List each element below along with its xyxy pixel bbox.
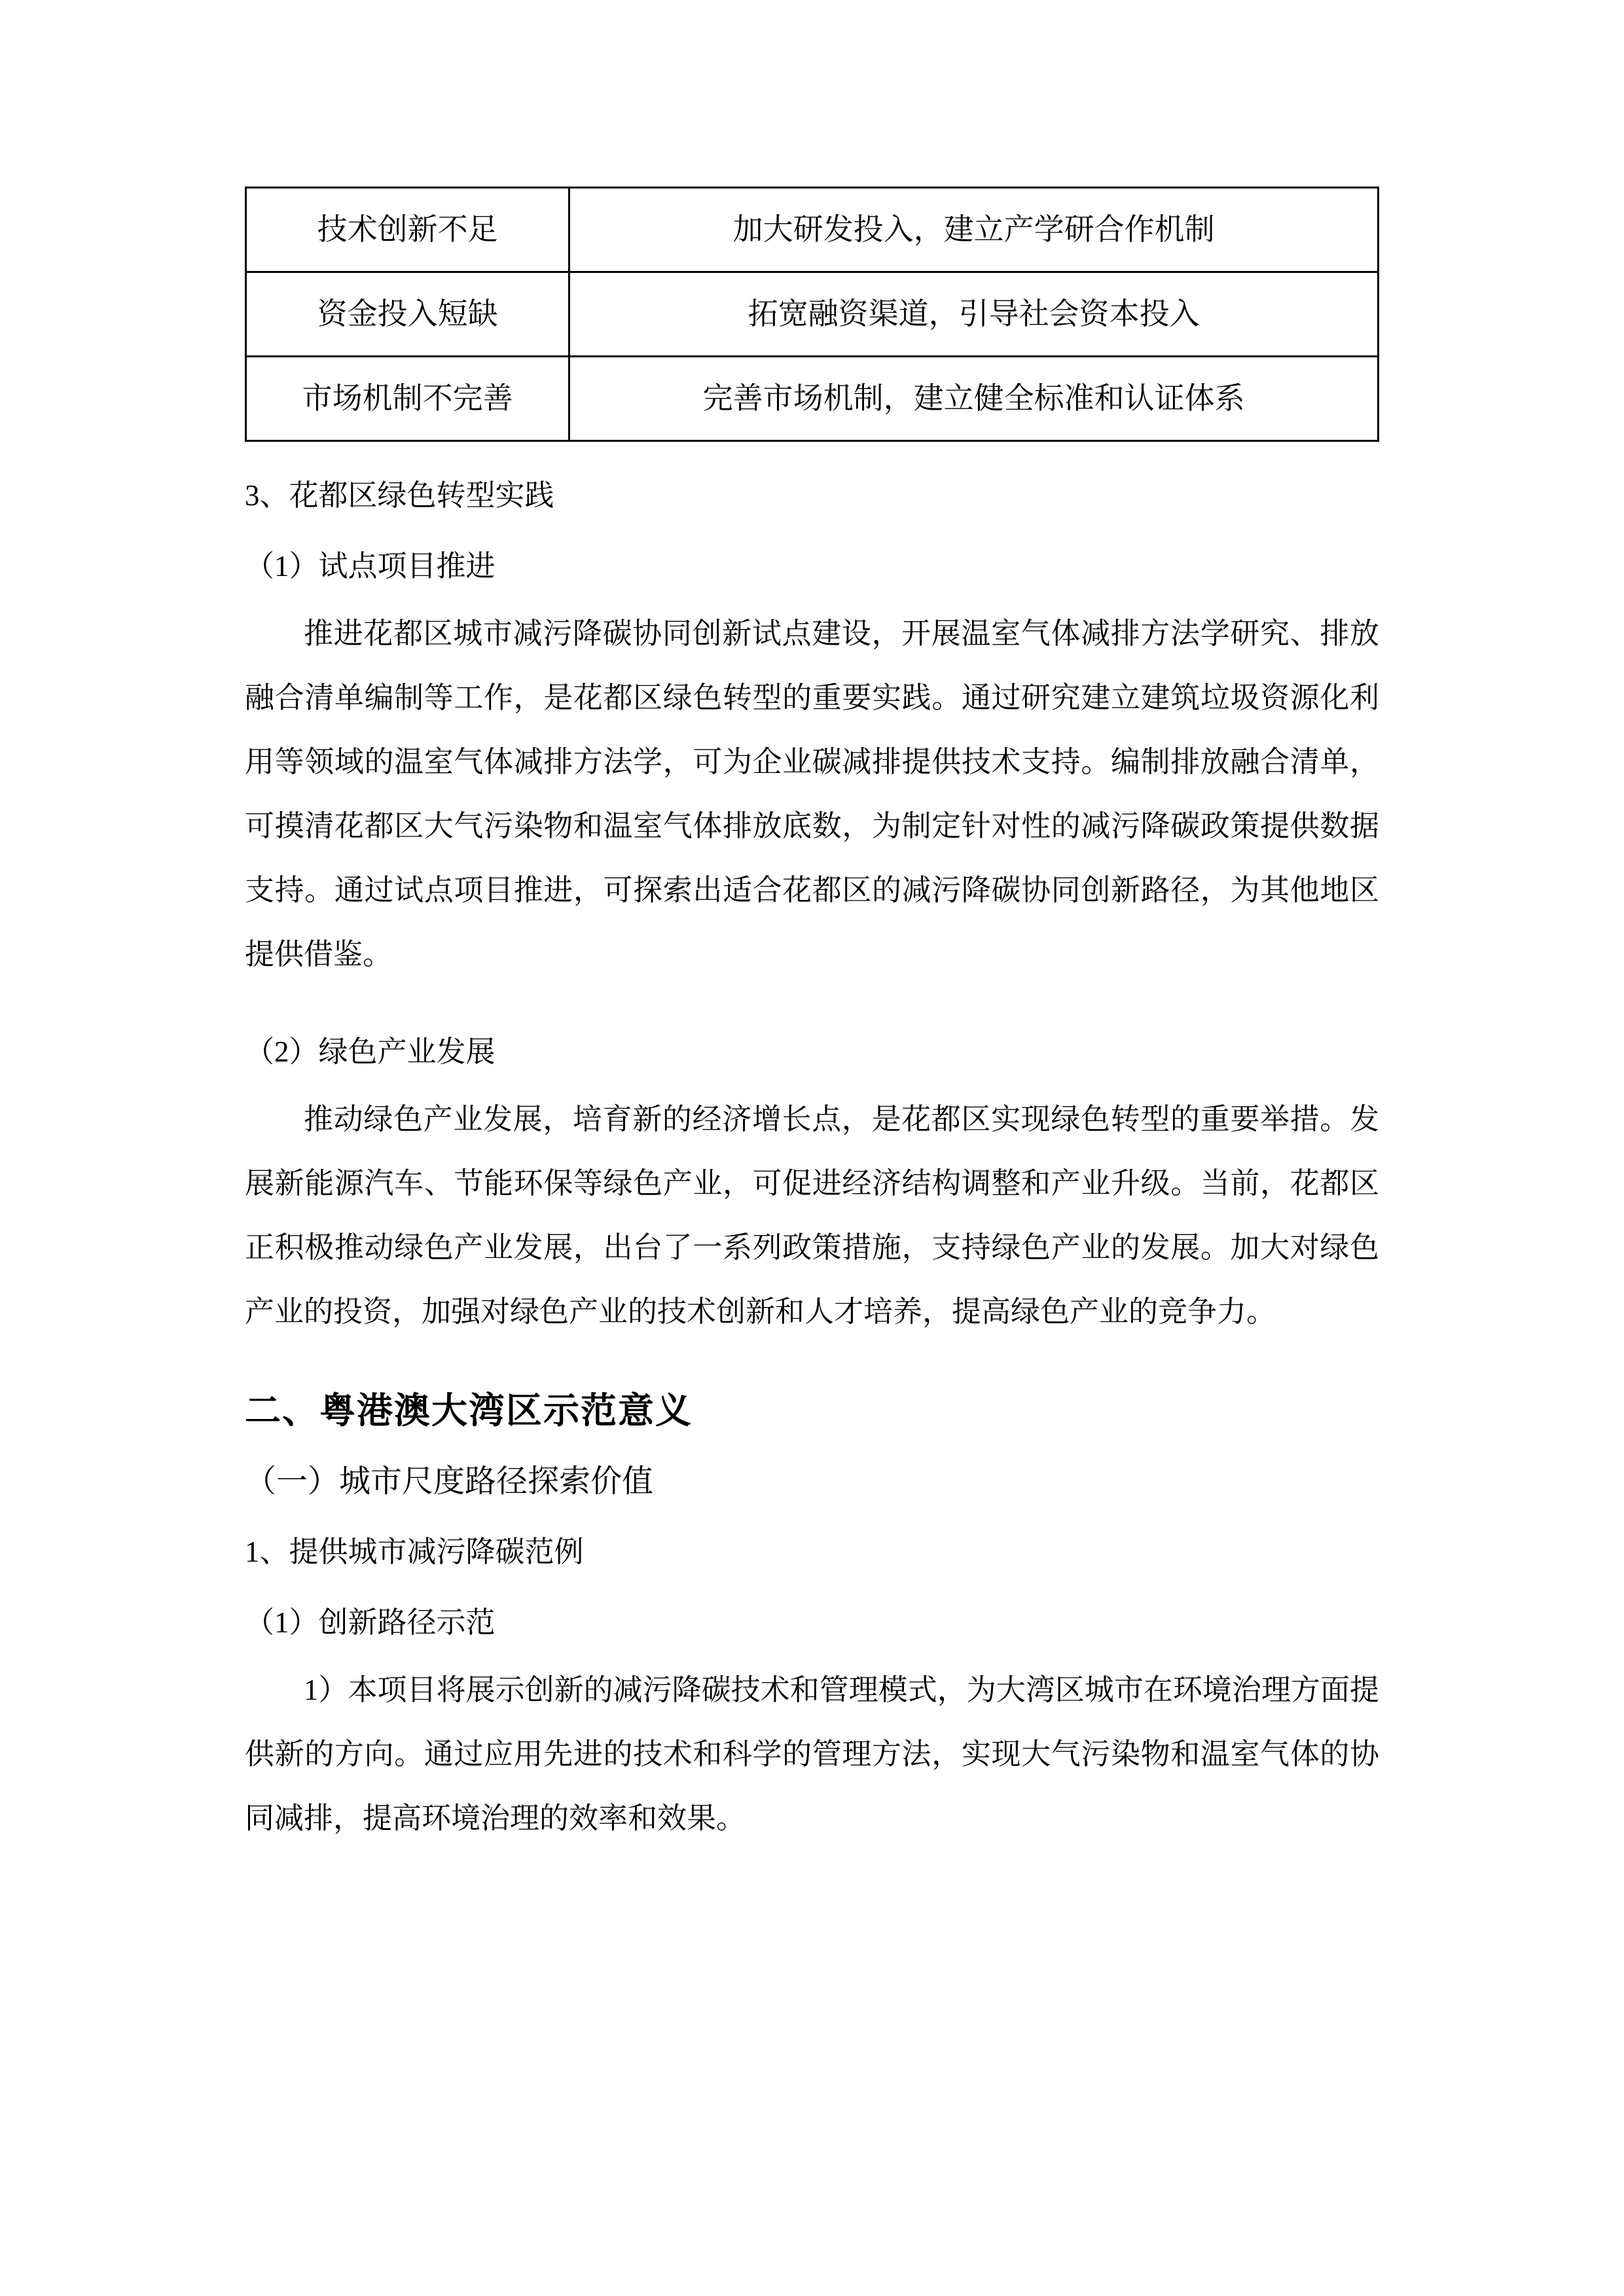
section-3-1-paragraph: 推进花都区城市减污降碳协同创新试点建设，开展温室气体减排方法学研究、排放融合清单编制等工作，是花都区绿色转型的重要实践。通过研究建立建筑垃圾资源化利用等领域的温室气体减排方法学，可为企业碳减排提供技术支持。编制排放融合清单，可摸清花都区大气污染物和温室气体排放底数，为制定针对性的减污降碳政策提供数据支持。通过试点项目推进，可探索出适合花都区的减污降碳协同创新路径，为其他地区提供借鉴。 <box>245 617 1379 971</box>
chapter-2-subheading: （一）城市尺度路径探索价值 <box>245 1464 654 1499</box>
section-3-1-title: （1）试点项目推进 <box>245 550 496 583</box>
item-1-title: 1、提供城市减污降碳范例 <box>245 1535 584 1568</box>
problem-measure-table <box>245 187 1379 442</box>
chapter-2-heading: 二、粤港澳大湾区示范意义 <box>245 1390 693 1431</box>
problem-cell: 资金投入短缺 <box>246 272 569 357</box>
section-3-2-paragraph: 推动绿色产业发展，培育新的经济增长点，是花都区实现绿色转型的重要举措。发展新能源汽车、节能环保等绿色产业，可促进经济结构调整和产业升级。当前，花都区正积极推动绿色产业发展，出台了一系列政策措施，支持绿色产业的发展。加大对绿色产业的投资，加强对绿色产业的技术创新和人才培养，提高绿色产业的竞争力。 <box>245 1103 1379 1328</box>
measure-cell: 拓宽融资渠道，引导社会资本投入 <box>569 272 1379 357</box>
section-3-2-title: （2）绿色产业发展 <box>245 1035 496 1068</box>
table-row <box>246 188 1379 272</box>
item-1-1-title: （1）创新路径示范 <box>245 1606 496 1639</box>
measure-cell: 完善市场机制，建立健全标准和认证体系 <box>569 357 1379 441</box>
item-1-1-paragraph: 1）本项目将展示创新的减污降碳技术和管理模式，为大湾区城市在环境治理方面提供新的方向。通过应用先进的技术和科学的管理方法，实现大气污染物和温室气体的协同减排，提高环境治理的效率和效果。 <box>245 1674 1379 1835</box>
problem-cell: 市场机制不完善 <box>246 357 569 441</box>
table-row <box>246 272 1379 357</box>
measure-cell: 加大研发投入，建立产学研合作机制 <box>569 188 1379 272</box>
section-3-title: 3、花都区绿色转型实践 <box>245 479 554 512</box>
problem-cell: 技术创新不足 <box>246 188 569 272</box>
table-row <box>246 357 1379 441</box>
